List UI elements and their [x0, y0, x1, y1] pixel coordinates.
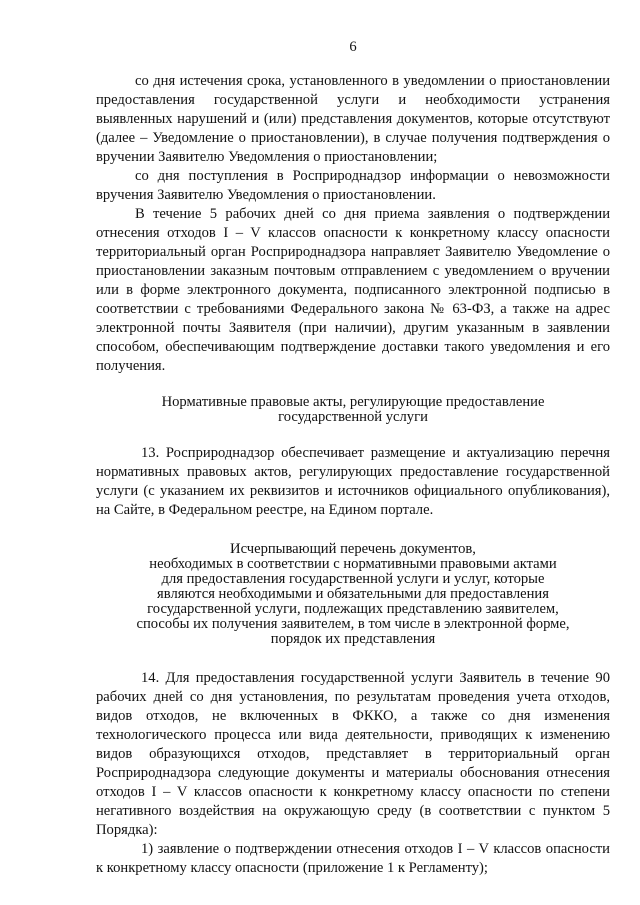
- heading-line: государственной услуги: [278, 409, 428, 425]
- heading-line: Нормативные правовые акты, регулирующие предоставление: [161, 394, 545, 410]
- heading-line: являются необходимыми и обязательными для предоставления: [157, 586, 549, 602]
- heading-line: порядок их представления: [270, 631, 436, 647]
- heading-line: для предоставления государственной услуги и услуг, которые: [161, 571, 545, 587]
- heading-line: государственной услуги, подлежащих представлению заявителем,: [147, 601, 559, 617]
- paragraph-13: 13. Росприроднадзор обеспечивает размещение и актуализацию перечня нормативных правовых актов, регулирующих предоставление государственной услуги (с указанием их реквизитов и источников официального опубликования), на Сайте, в Федеральном реестре, на Едином портале.: [96, 445, 610, 518]
- page-number: 6: [349, 39, 357, 55]
- paragraph-delivery-impossible: со дня поступления в Росприроднадзор информации о невозможности вручения Заявителю Уведомления о приостановлении.: [96, 168, 610, 203]
- heading-line: способы их получения заявителем, в том числе в электронной форме,: [136, 616, 570, 632]
- heading-line: Исчерпывающий перечень документов,: [230, 541, 476, 557]
- document-page: [96, 38, 610, 878]
- list-item-1: 1) заявление о подтверждении отнесения отходов I – V классов опасности к конкретному классу опасности (приложение 1 к Регламенту);: [96, 841, 610, 876]
- heading-legal-acts: [96, 395, 610, 425]
- paragraph-suspension-term: со дня истечения срока, установленного в уведомлении о приостановлении предоставления государственной услуги и необходимости устранения выявленных нарушений и (или) представления документов, которые отсутствуют (далее – Уведомление о приостановлении), в случае получения подтверждения о вручении Заявителю Уведомления о приостановлении;: [96, 73, 610, 165]
- paragraph-14: 14. Для предоставления государственной услуги Заявитель в течение 90 рабочих дней со дня установления, по результатам проведения учета отходов, видов отходов, не включенных в ФККО, а также со дня изменения технологического процесса или вида деятельности, приводящих к изменению видов образующихся отходов, представляет в территориальный орган Росприроднадзора следующие документы и материалы обоснования отнесения отходов I – V классов опасности к конкретному классу опасности по степени негативного воздействия на окружающую среду (в соответствии с пунктом 5 Порядка):: [96, 670, 610, 838]
- paragraph-notification-deadline: В течение 5 рабочих дней со дня приема заявления о подтверждении отнесения отходов I – V классов опасности к конкретному классу опасности территориальный орган Росприроднадзора направляет Заявителю Уведомление о приостановлении заказным почтовым отправлением с уведомлением о вручении или в форме электронного документа, подписанного электронной подписью в соответствии с требованиями Федерального закона № 63-ФЗ, а также на адрес электронной почты Заявителя (при наличии), другим указанным в заявлении способом, обеспечивающим подтверждение доставки такого уведомления и его получения.: [96, 206, 610, 374]
- heading-documents-list: [96, 542, 610, 647]
- heading-line: необходимых в соответствии с нормативными правовыми актами: [149, 556, 557, 572]
